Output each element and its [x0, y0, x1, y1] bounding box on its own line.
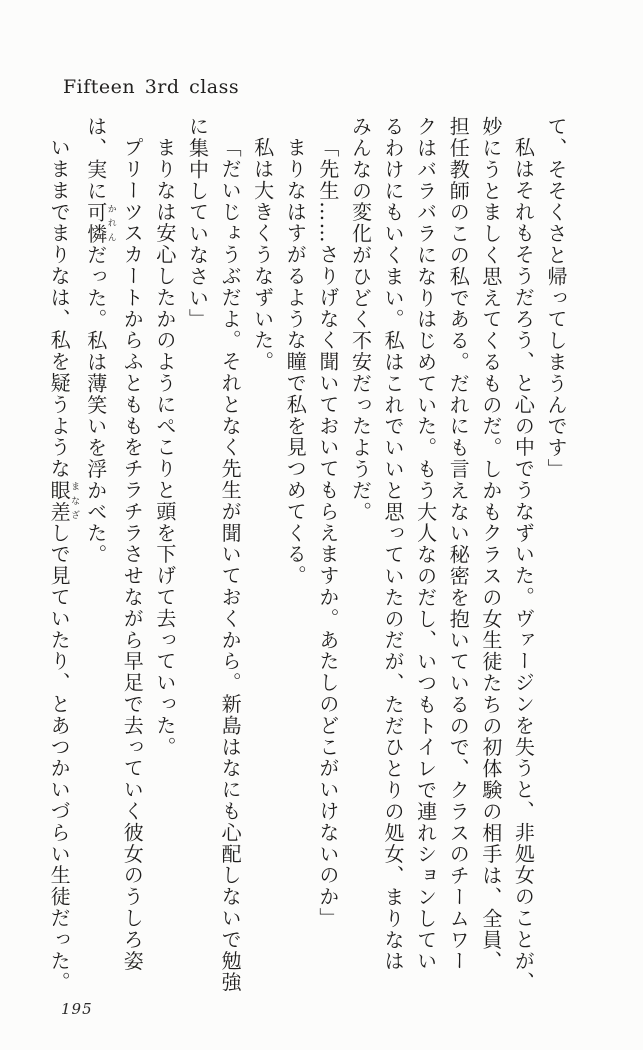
page-number: 195	[61, 1000, 93, 1018]
text-column-1: て、そそくさと帰ってしまうんです」	[544, 116, 568, 480]
text-column-14: プリーツスカートからふとももをチラチラさせながら早足で去っていく彼女のうしろ姿	[120, 137, 145, 972]
text-column-3: 妙にうとましく思えてくるものだ。しかもクラスの女生徒たちの初体験の相手は、全員、	[478, 116, 503, 972]
ruby-annotation: 可憐かれん	[83, 201, 116, 245]
text-column-15: は、実に可憐かれんだった。私は薄笑いを浮かべた。	[83, 116, 116, 566]
text-column-5: クはバラバラになりはじめていた。もう大人なのだし、いつもトイレで連れションしてい	[413, 116, 438, 972]
text-column-13: まりなは安心したかのようにぺこりと頭を下げて去っていった。	[152, 137, 177, 758]
text-column-8: 「先生……さりげなく聞いておいてもらえますか。あたしのどこがいけないのか」	[315, 137, 340, 930]
text-column-4: 担任教師のこの私である。だれにも言えない秘密を抱いているので、クラスのチームワー	[446, 116, 471, 972]
text-column-6: るわけにもいくまい。私はこれでいいと思っていたのだが、ただひとりの処女、まりなは	[381, 116, 406, 972]
text-block	[43, 116, 573, 996]
running-header: Fifteen 3rd class	[63, 76, 240, 98]
text-column-12: に集中していなさい」	[185, 116, 210, 330]
text-column-9: まりなはすがるような瞳で私を見つめてくる。	[283, 137, 308, 587]
text-column-16: いままでまりなは、私を疑うような眼差まなざしで見ていたり、とあつかいづらい生徒だった。	[47, 137, 80, 994]
text-column-7: みんなの変化がひどく不安だったようだ。	[348, 116, 373, 523]
text-column-10: 私は大きくうなずいた。	[250, 137, 275, 373]
text-column-11: 「だいじょうぶだよ。それとなく先生が聞いておくから。新島はなにも心配しないで勉強	[218, 137, 243, 994]
ruby-annotation: 眼差まなざ	[47, 479, 80, 523]
text-column-2: 私はそれもそうだろう、と心の中でうなずいた。ヴァージンを失うと、非処女のことが、	[511, 137, 536, 994]
